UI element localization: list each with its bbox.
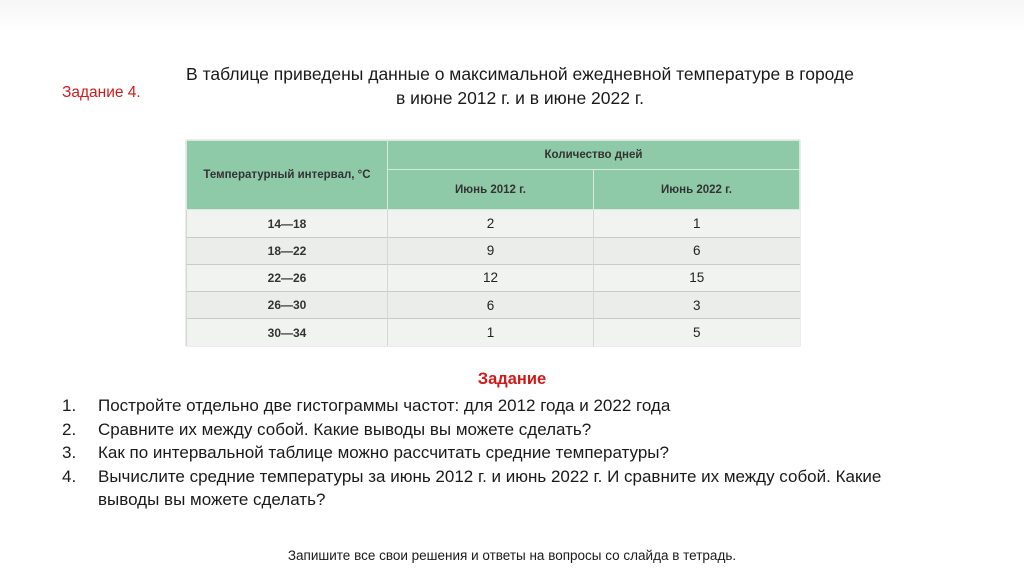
days-2012-cell: 6	[388, 292, 594, 319]
temperature-table	[186, 140, 800, 346]
footer-instruction: Запишите все свои решения и ответы на вопросы со слайда в тетрадь.	[287, 548, 737, 563]
intro-text	[110, 62, 930, 110]
intro-line-2: в июне 2012 г. и в июне 2022 г.	[396, 88, 644, 108]
table-row	[187, 319, 800, 346]
task-number: 1.	[62, 396, 77, 415]
task-number: 3.	[62, 443, 77, 462]
task-text: Сравните их между собой. Какие выводы вы можете сделать?	[98, 419, 592, 439]
days-2022-cell: 6	[594, 237, 800, 264]
days-2012-cell: 1	[388, 319, 594, 346]
table-row	[187, 210, 800, 237]
table-row	[187, 237, 800, 264]
task-title: Задание	[477, 370, 547, 388]
interval-cell: 30—34	[187, 319, 388, 346]
task-text: Вычислите средние температуры за июнь 2012 г. и июнь 2022 г. И сравните их между собой. Какие выводы вы можете сделать?	[98, 466, 882, 509]
days-2022-cell: 5	[594, 319, 800, 346]
interval-cell: 26—30	[187, 292, 388, 319]
days-2012-cell: 9	[388, 237, 594, 264]
days-2022-cell: 15	[594, 264, 800, 291]
task-text: Как по интервальной таблице можно рассчитать средние температуры?	[98, 443, 669, 462]
task-item	[62, 465, 912, 512]
interval-cell: 18—22	[187, 237, 388, 264]
days-2012-cell: 2	[388, 210, 594, 237]
top-bar	[0, 0, 1024, 34]
task-number: 4.	[62, 466, 77, 486]
days-2012-cell: 12	[388, 264, 594, 291]
interval-cell: 22—26	[187, 264, 388, 291]
task-text: Постройте отдельно две гистограммы частот: для 2012 года и 2022 года	[98, 396, 671, 415]
table-row	[187, 292, 800, 319]
task-number: 2.	[62, 419, 77, 439]
interval-cell: 14—18	[187, 210, 388, 237]
table-row	[187, 264, 800, 291]
june-2022-header: Июнь 2022 г.	[594, 170, 800, 210]
interval-header: Температурный интервал, °С	[187, 141, 388, 210]
task-list	[62, 394, 912, 512]
days-header: Количество дней	[388, 141, 800, 170]
days-2022-cell: 3	[594, 292, 800, 319]
task-item	[62, 441, 912, 465]
table-photo	[186, 140, 800, 346]
task-item	[62, 394, 912, 418]
task-item	[62, 418, 912, 442]
june-2012-header: Июнь 2012 г.	[388, 170, 594, 210]
intro-line-1: В таблице приведены данные о максимальной ежедневной температуре в городе	[186, 64, 854, 84]
task-number-label: Задание 4.	[62, 84, 141, 101]
days-2022-cell: 1	[594, 210, 800, 237]
